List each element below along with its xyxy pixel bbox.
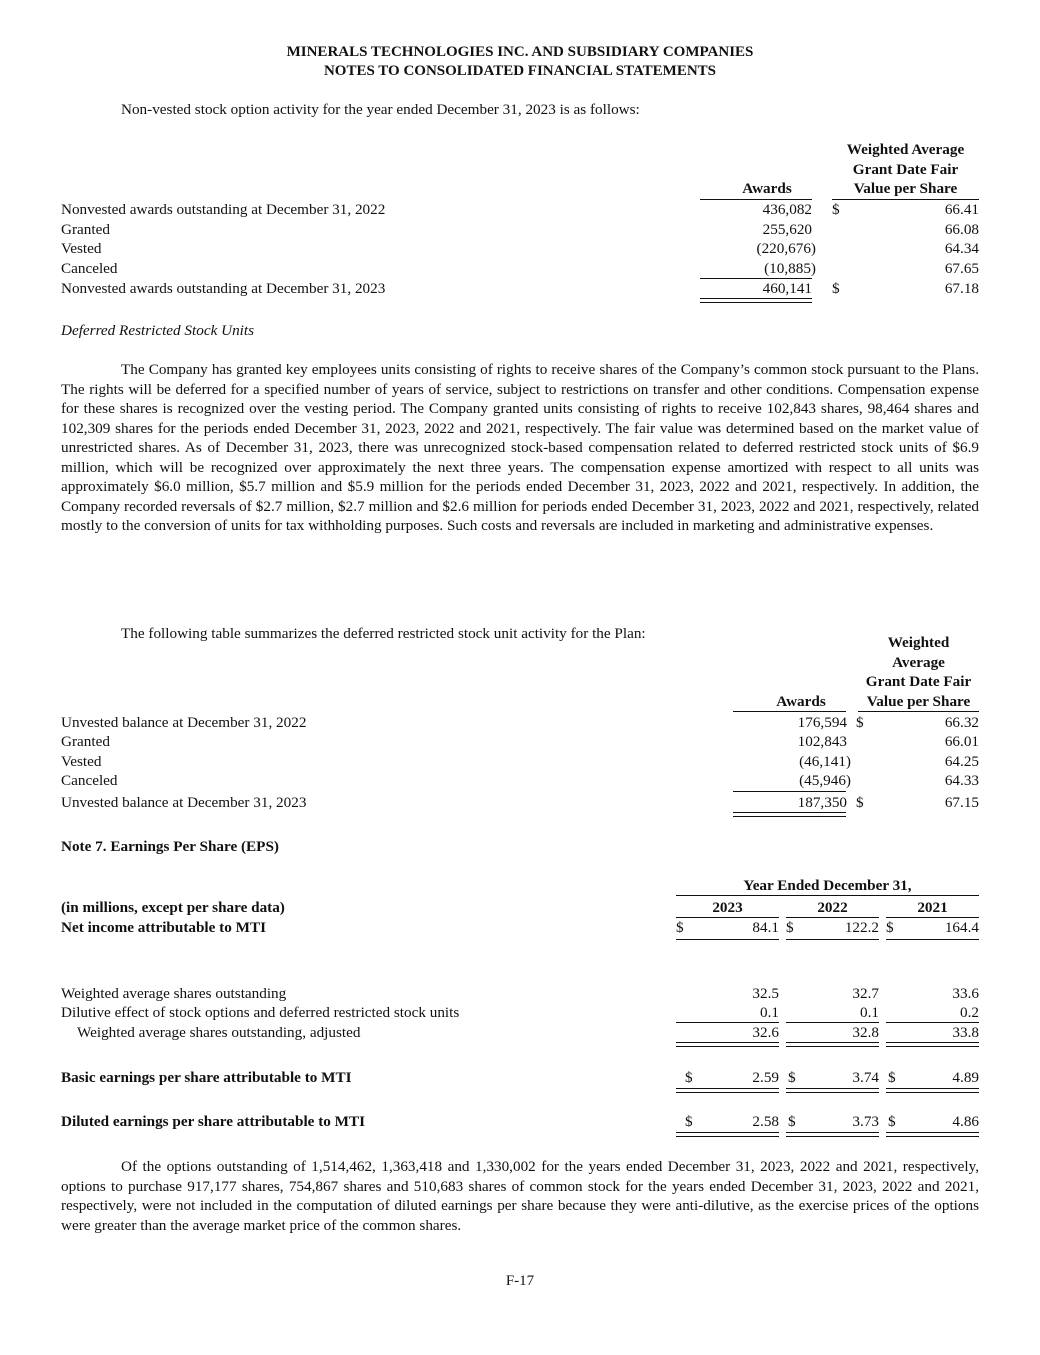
drsu-col-fv-4: Value per Share (866, 692, 971, 710)
options-col-fv-1: Weighted Average (846, 141, 965, 158)
options-col-awards: Awards (742, 180, 792, 197)
page-number: F-17 (505, 1273, 535, 1289)
drsu-col-fv-1: Weighted (887, 634, 950, 651)
drsu-intro: The following table summarizes the deferred restricted stock unit activity for the Plan: (121, 625, 646, 642)
eps-year-2023: 2023 (712, 899, 743, 916)
company-name: MINERALS TECHNOLOGIES INC. AND SUBSIDIARY COMPANIES (286, 44, 754, 60)
options-col-fv-3: Value per Share (853, 180, 958, 197)
drsu-col-awards: Awards (776, 692, 826, 710)
eps-heading: Note 7. Earnings Per Share (EPS) (61, 838, 279, 855)
eps-period-header: Year Ended December 31, (743, 877, 912, 894)
eps-year-2022: 2022 (817, 899, 848, 916)
drsu-col-fv-3: Grant Date Fair (865, 673, 972, 690)
eps-footnote: Of the options outstanding of 1,514,462, 1,363,418 and 1,330,002 for the years ended December 31, 2023, 2022 and 2021, respectively, options to purchase 917,177 shares, 754,867 shares and 510,683 shares of common stock for the years ended December 31, 2023, 2022 and 2021, respectively, were not included in the computation of diluted earnings per share because they were anti-dilutive, as the exercise prices of the options were greater than the average market price of the common shares. (61, 1158, 979, 1234)
drsu-paragraph: The Company has granted key employees units consisting of rights to receive shares of the Company’s common stock pursuant to the Plans. The rights will be deferred for a specified number of years of service, subject to restrictions on transfer and other conditions. Compensation expense for these shares is recognized over the vesting period. The Company granted units consisting of rights to receive 102,843 shares, 98,464 shares and 102,309 shares for the periods ended December 31, 2023, 2022 and 2021, respectively. The fair value was determined based on the market value of unrestricted shares. As of December 31, 2023, there was unrecognized stock-based compensation related to deferred restricted stock units of $6.9 million, which will be recognized over approximately the next three years. The compensation expense amortized with respect to all units was approximately $6.0 million, $5.7 million and $5.9 million for the periods ended December 31, 2023, 2022 and 2021, respectively. In addition, the Company recorded reversals of $2.7 million, $2.7 million and $2.6 million for periods ended December 31, 2023, 2022 and 2021, respectively, related mostly to the conversion of units for tax withholding purposes. Such costs and reversals are included in marketing and administrative expenses. (61, 361, 979, 534)
options-col-fv-2: Grant Date Fair (852, 160, 959, 178)
eps-year-2021: 2021 (917, 899, 948, 916)
document-subtitle: NOTES TO CONSOLIDATED FINANCIAL STATEMENTS (323, 63, 717, 79)
drsu-col-fv-2: Average (892, 653, 945, 671)
options-intro: Non-vested stock option activity for the year ended December 31, 2023 is as follows: (121, 101, 640, 118)
eps-units-label: (in millions, except per share data) (61, 899, 285, 916)
drsu-heading: Deferred Restricted Stock Units (61, 322, 255, 339)
